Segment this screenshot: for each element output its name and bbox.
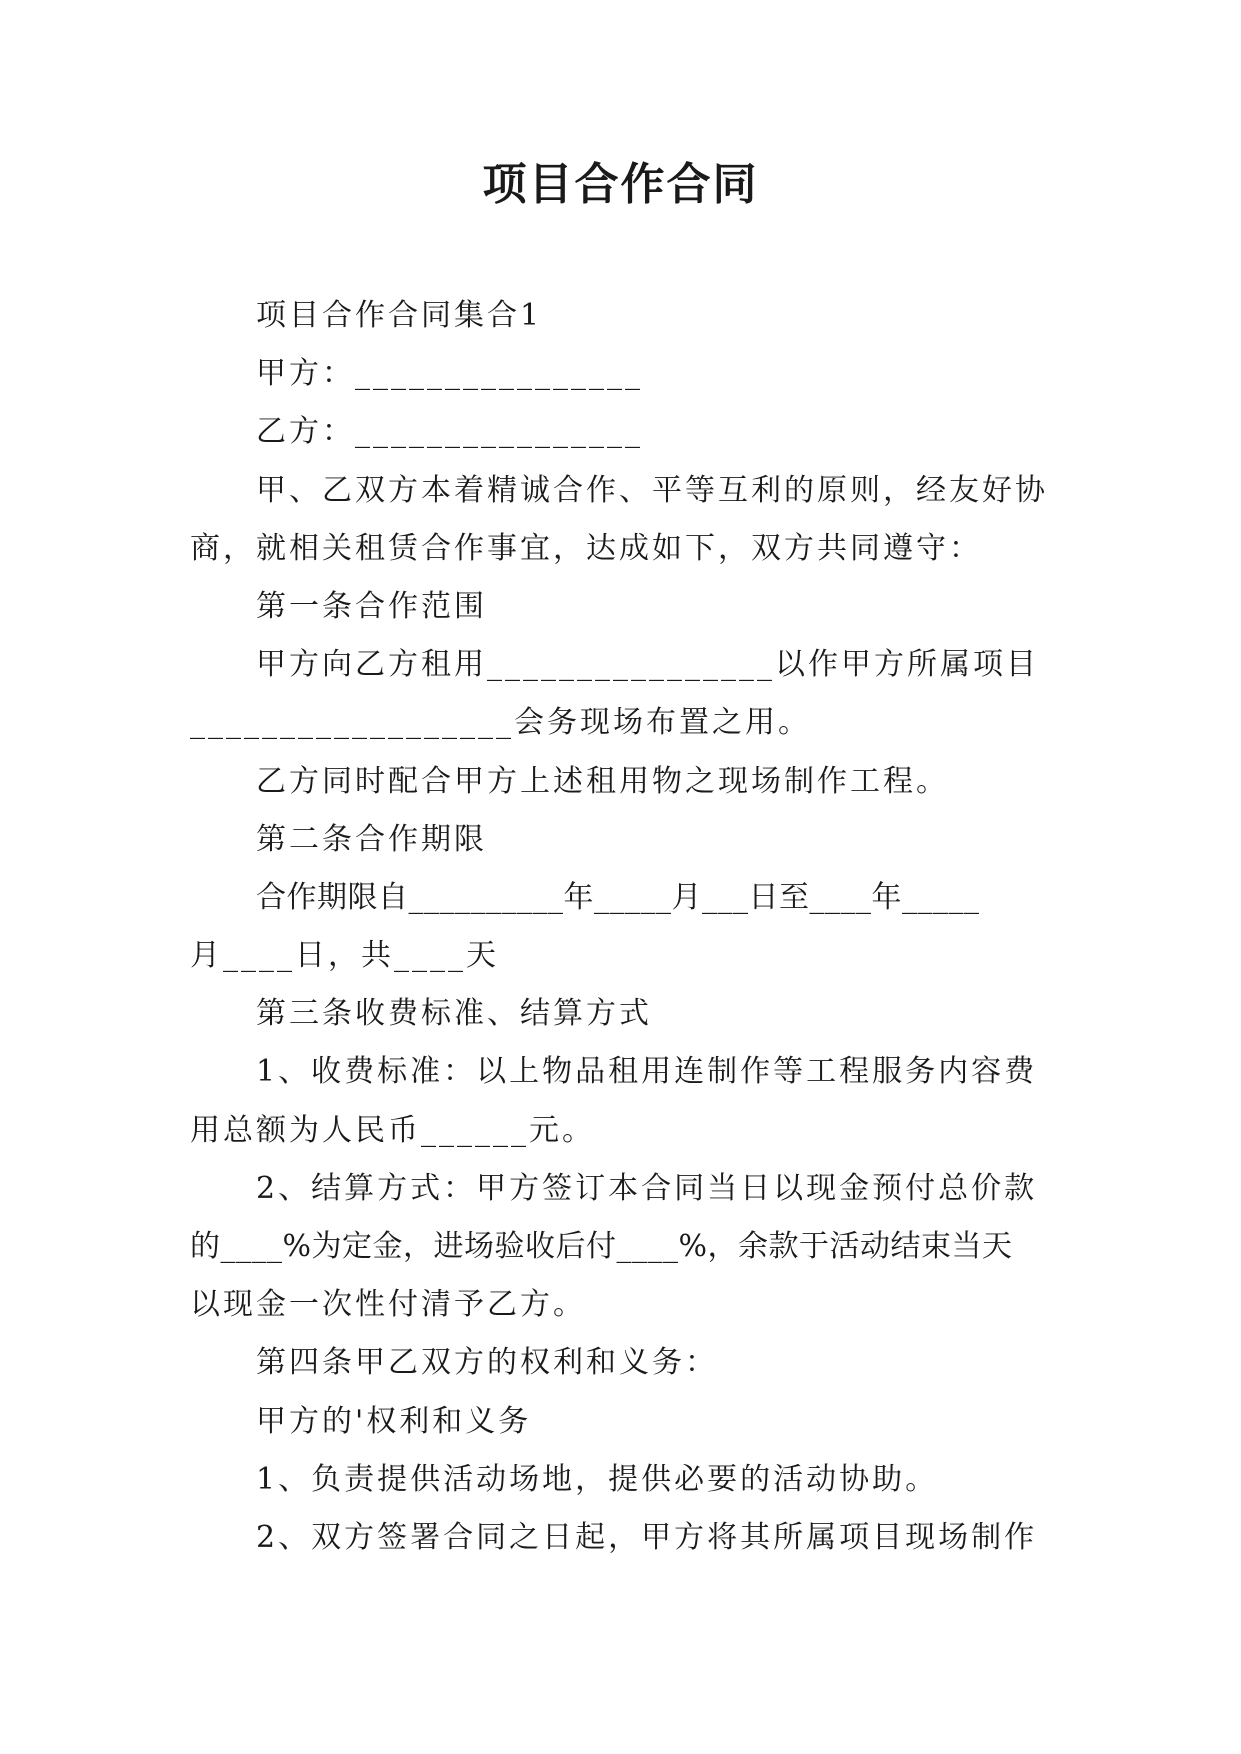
paragraph-line: 乙方同时配合甲方上述租用物之现场制作工程。: [256, 763, 949, 799]
paragraph-line: 以现金一次性付清予乙方。: [190, 1287, 586, 1323]
article-heading: 第二条合作期限: [256, 821, 487, 857]
subsection-heading: 甲方的'权利和义务: [256, 1403, 532, 1439]
party-a-line: 甲方：________________: [256, 356, 643, 392]
paragraph-line: 月____日，共____天: [190, 938, 499, 974]
paragraph-line: 2、双方签署合同之日起，甲方将其所属项目现场制作: [256, 1519, 1038, 1555]
document-body: [190, 287, 1060, 1567]
article-heading: 第一条合作范围: [256, 588, 487, 624]
paragraph-line: __________________会务现场布置之用。: [190, 705, 811, 741]
article-heading: 第四条甲乙双方的权利和义务：: [256, 1345, 718, 1381]
paragraph-line: 1、负责提供活动场地，提供必要的活动协助。: [256, 1461, 939, 1497]
paragraph-line: 甲、乙双方本着精诚合作、平等互利的原则，经友好协: [256, 472, 1048, 508]
section-heading: 项目合作合同集合1: [256, 298, 543, 333]
paragraph-line: 的____%为定金，进场验收后付____%，余款于活动结束当天: [190, 1229, 1013, 1264]
party-b-line: 乙方：________________: [256, 414, 643, 450]
paragraph-line: 合作期限自__________年_____月___日至____年_____: [256, 879, 980, 915]
paragraph-line: 甲方向乙方租用________________以作甲方所属项目: [256, 647, 1039, 683]
article-heading: 第三条收费标准、结算方式: [256, 996, 652, 1032]
paragraph-line: 用总额为人民币______元。: [190, 1112, 595, 1148]
paragraph-line: 商，就相关租赁合作事宜，达成如下，双方共同遵守：: [190, 530, 982, 566]
document-title: 项目合作合同: [482, 159, 759, 210]
paragraph-line: 2、结算方式：甲方签订本合同当日以现金预付总价款: [256, 1170, 1038, 1206]
paragraph-line: 1、收费标准：以上物品租用连制作等工程服务内容费: [256, 1054, 1038, 1090]
